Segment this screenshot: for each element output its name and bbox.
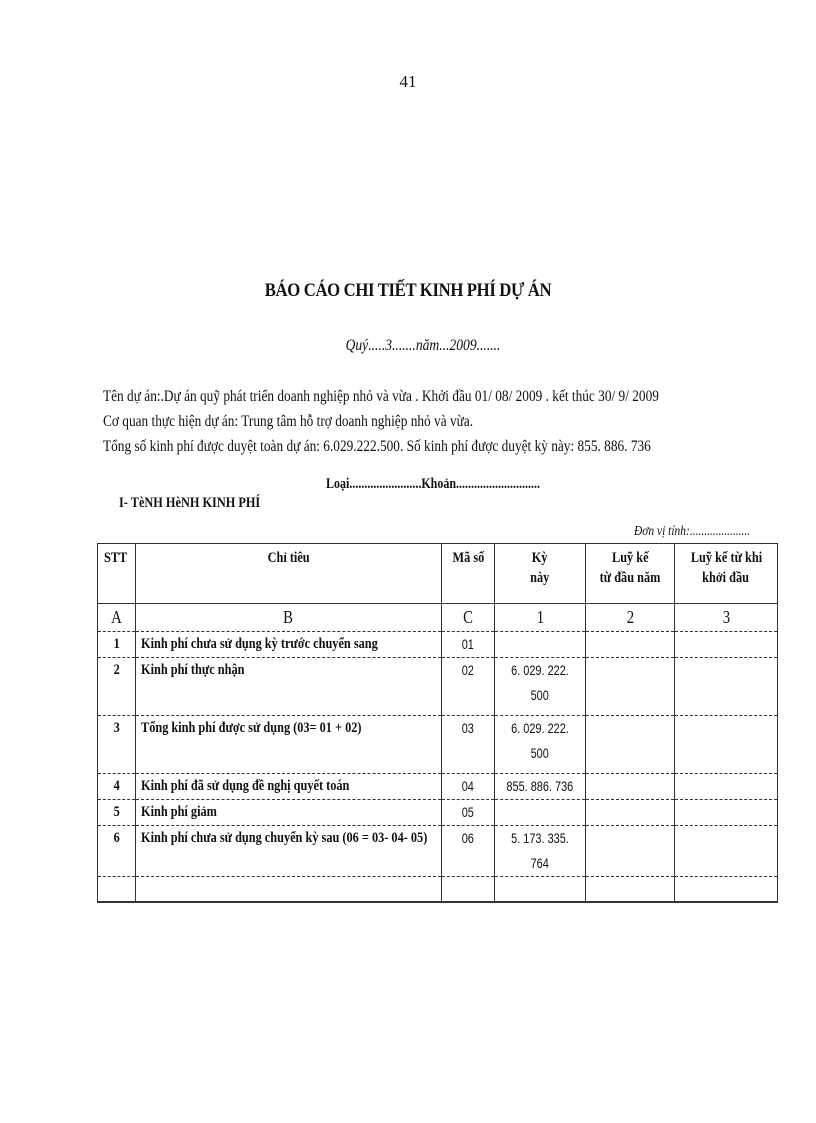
loai-khoan-line: Loại........................Khoản............................	[326, 476, 541, 492]
row-stt: 1	[98, 632, 136, 658]
row-ky-nay: 5. 173. 335. 764	[495, 826, 586, 877]
empty-cell	[442, 877, 495, 903]
empty-table-row	[98, 877, 778, 903]
row-luy-ke-nam	[586, 716, 675, 774]
row-luy-ke-khoi-dau	[675, 658, 778, 716]
table-row	[98, 800, 778, 826]
row-luy-ke-nam	[586, 632, 675, 658]
row-luy-ke-khoi-dau	[675, 774, 778, 800]
row-code: 06	[442, 826, 495, 877]
row-stt: 6	[98, 826, 136, 877]
agency-line: Cơ quan thực hiện dự án: Trung tâm hỗ trợ doanh nghiệp nhỏ và vừa.	[103, 413, 474, 430]
empty-cell	[98, 877, 136, 903]
table-row	[98, 826, 778, 877]
table-row	[98, 632, 778, 658]
row-name: Kinh phí chưa sử dụng kỳ trước chuyển sang	[136, 632, 442, 658]
row-stt: 2	[98, 658, 136, 716]
col-index-a: A	[98, 604, 136, 632]
table-row	[98, 716, 778, 774]
row-luy-ke-nam	[586, 826, 675, 877]
header-luy-ke-khoi-dau: Luỹ kế từ khi khởi đầu	[675, 544, 778, 604]
row-ky-nay	[495, 632, 586, 658]
row-code: 02	[442, 658, 495, 716]
empty-cell	[495, 877, 586, 903]
project-name-line: Tên dự án:.Dự án quỹ phát triển doanh nghiệp nhỏ và vừa . Khởi đầu 01/ 08/ 2009 . kết thúc 30/ 9/ 2009	[103, 388, 659, 405]
col-index-2: 2	[586, 604, 675, 632]
row-luy-ke-nam	[586, 774, 675, 800]
row-stt: 3	[98, 716, 136, 774]
row-ky-nay: 6. 029. 222. 500	[495, 716, 586, 774]
row-stt: 5	[98, 800, 136, 826]
header-stt: STT	[98, 544, 136, 604]
header-ma-so: Mã số	[442, 544, 495, 604]
row-stt: 4	[98, 774, 136, 800]
row-code: 01	[442, 632, 495, 658]
row-code: 03	[442, 716, 495, 774]
row-code: 04	[442, 774, 495, 800]
row-ky-nay: 6. 029. 222. 500	[495, 658, 586, 716]
row-name: Kinh phí chưa sử dụng chuyển kỳ sau (06 = 03- 04- 05)	[136, 826, 442, 877]
row-name: Kinh phí thực nhận	[136, 658, 442, 716]
budget-line: Tổng số kinh phí được duyệt toàn dự án: 6.029.222.500. Số kinh phí được duyệt kỳ này: 855. 886. 736	[103, 438, 651, 455]
row-luy-ke-khoi-dau	[675, 800, 778, 826]
table-row	[98, 658, 778, 716]
header-luy-ke-nam: Luỹ kế từ đầu năm	[586, 544, 675, 604]
row-luy-ke-khoi-dau	[675, 716, 778, 774]
row-name: Kinh phí giảm	[136, 800, 442, 826]
header-ky-nay: Kỳ này	[495, 544, 586, 604]
header-chi-tieu: Chỉ tiêu	[136, 544, 442, 604]
section-title: I- TèNH HèNH KINH PHÍ	[119, 495, 261, 511]
row-luy-ke-khoi-dau	[675, 632, 778, 658]
row-name: Tổng kinh phí được sử dụng (03= 01 + 02)	[136, 716, 442, 774]
col-index-c: C	[442, 604, 495, 632]
budget-report-table	[97, 543, 778, 903]
report-period: Quý.....3.......năm...2009.......	[345, 337, 501, 354]
row-luy-ke-nam	[586, 658, 675, 716]
col-index-1: 1	[495, 604, 586, 632]
row-ky-nay: 855. 886. 736	[495, 774, 586, 800]
unit-label: Đơn vị tính:.....................	[634, 524, 751, 539]
col-index-b: B	[136, 604, 442, 632]
row-ky-nay	[495, 800, 586, 826]
row-code: 05	[442, 800, 495, 826]
table-row	[98, 774, 778, 800]
row-luy-ke-khoi-dau	[675, 826, 778, 877]
empty-cell	[675, 877, 778, 903]
empty-cell	[586, 877, 675, 903]
empty-cell	[136, 877, 442, 903]
page-number: 41	[399, 72, 417, 91]
document-title: BÁO CÁO CHI TIẾT KINH PHÍ DỰ ÁN	[264, 280, 552, 301]
table-header-row	[98, 544, 778, 604]
row-name: Kinh phí đã sử dụng đề nghị quyết toán	[136, 774, 442, 800]
row-luy-ke-nam	[586, 800, 675, 826]
column-index-row	[98, 604, 778, 632]
col-index-3: 3	[675, 604, 778, 632]
